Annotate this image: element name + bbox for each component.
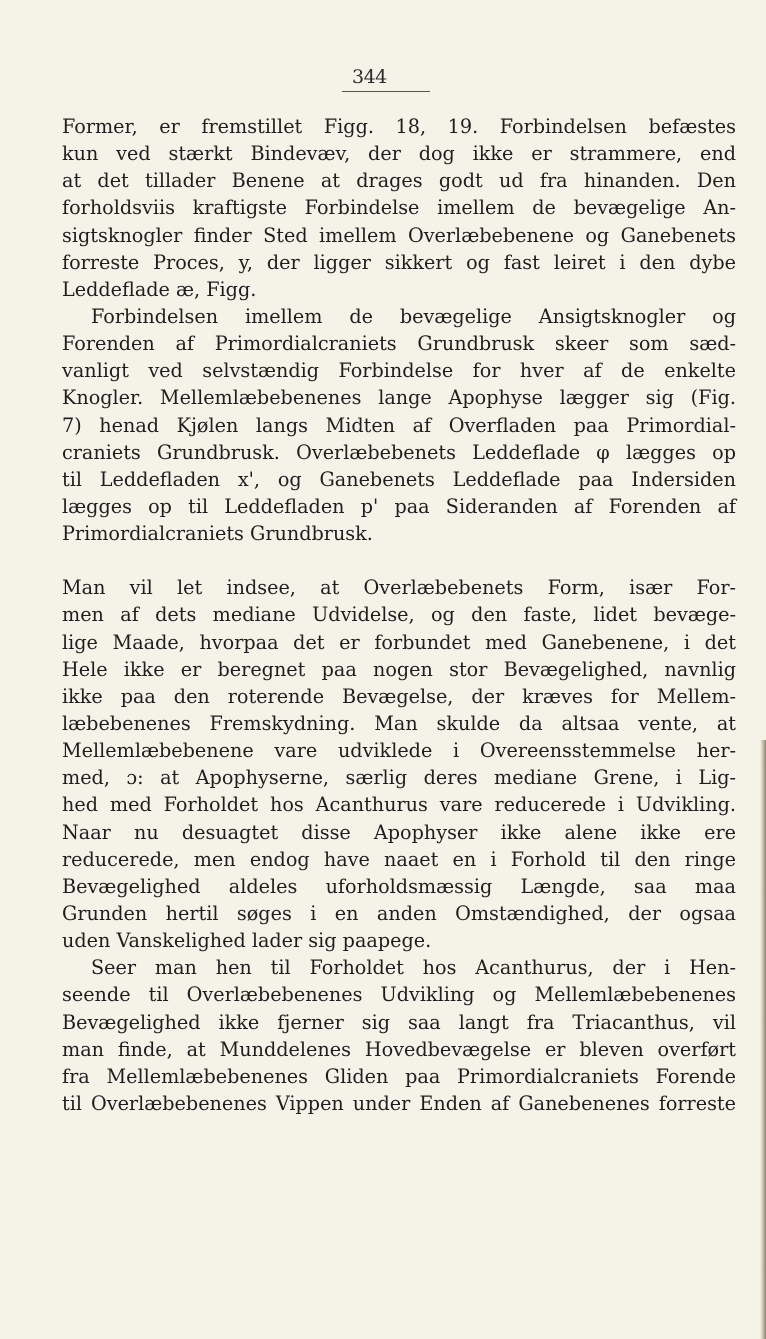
- text-line: Knogler. Mellemlæbebenenes lange Apophyse lægger sig (Fig.: [62, 386, 736, 410]
- text-line: Naar nu desuagtet disse Apophyser ikke alene ikke ere: [62, 820, 736, 844]
- text-line: lægges op til Leddefladen p' paa Sideranden af Forenden af: [62, 494, 736, 518]
- text-line: lige Maade, hvorpaa det er forbundet med Ganebenene, i det: [62, 630, 736, 654]
- text-line: man finde, at Munddelenes Hovedbevægelse er bleven overført: [62, 1037, 736, 1061]
- paragraph: [62, 954, 736, 1117]
- text-line: læbebenenes Fremskydning. Man skulde da altsaa vente, at: [62, 711, 736, 735]
- text-line: Leddeflade æ, Figg.: [62, 277, 257, 301]
- text-line: Former, er fremstillet Figg. 18, 19. Forbindelsen befæstes: [62, 115, 736, 138]
- page-number-rule: [342, 91, 430, 92]
- text-line: til Leddefladen x', og Ganebenets Leddeflade paa Indersiden: [62, 467, 736, 491]
- text-line: vanligt ved selvstændig Forbindelse for hver af de enkelte: [62, 359, 736, 383]
- text-line: Bevægelighed ikke fjerner sig saa langt fra Triacanthus, vil: [62, 1010, 736, 1034]
- page-number: 344: [352, 66, 387, 88]
- text-line: at det tillader Benene at drages godt ud fra hinanden. Den: [62, 169, 736, 193]
- text-line: Seer man hen til Forholdet hos Acanthurus, der i Hen-: [91, 956, 736, 980]
- text-line: fra Mellemlæbebenenes Gliden paa Primordialcraniets Forende: [62, 1064, 736, 1088]
- text-line: til Overlæbebenenes Vippen under Enden af Ganebenenes forreste: [62, 1091, 736, 1115]
- text-line: Forbindelsen imellem de bevægelige Ansigtsknogler og: [91, 304, 736, 328]
- text-line: forreste Proces, y, der ligger sikkert og fast leiret i den dybe: [62, 250, 736, 274]
- text-line: Mellemlæbebenene vare udviklede i Overeensstemmelse her-: [62, 739, 736, 763]
- text-line: uden Vanskelighed lader sig paapege.: [62, 929, 432, 953]
- text-line: Man vil let indsee, at Overlæbebenets Form, især For-: [62, 576, 736, 600]
- text-line: ikke paa den roterende Bevægelse, der kræves for Mellem-: [62, 684, 736, 708]
- paragraph-gap: [62, 547, 736, 574]
- text-line: Hele ikke er beregnet paa nogen stor Bevægelighed, navnlig: [62, 657, 736, 681]
- paragraph: [62, 303, 736, 547]
- text-line: Forenden af Primordialcraniets Grundbrusk skeer som sæd-: [62, 332, 736, 356]
- body-text: [62, 113, 736, 1117]
- text-line: forholdsviis kraftigste Forbindelse imellem de bevægelige An-: [62, 196, 736, 220]
- text-line: seende til Overlæbebenenes Udvikling og Mellemlæbebenenes: [62, 983, 736, 1007]
- paragraph: [62, 113, 736, 303]
- text-line: med, ɔ: at Apophyserne, særlig deres mediane Grene, i Lig-: [62, 766, 736, 790]
- text-line: sigtsknogler finder Sted imellem Overlæbebenene og Ganebenets: [62, 223, 736, 247]
- text-line: Primordialcraniets Grundbrusk.: [62, 522, 373, 546]
- text-line: hed med Forholdet hos Acanthurus vare reducerede i Udvikling.: [62, 793, 736, 817]
- scan-edge-shadow: [760, 740, 766, 1339]
- text-line: craniets Grundbrusk. Overlæbebenets Leddeflade φ lægges op: [62, 440, 736, 464]
- text-line: kun ved stærkt Bindevæv, der dog ikke er strammere, end: [62, 142, 736, 166]
- text-line: men af dets mediane Udvidelse, og den faste, lidet bevæge-: [62, 603, 736, 627]
- text-line: Grunden hertil søges i en anden Omstændighed, der ogsaa: [62, 901, 736, 925]
- paragraph: [62, 574, 736, 954]
- text-line: reducerede, men endog have naaet en i Forhold til den ringe: [62, 847, 736, 871]
- text-line: 7) henad Kjølen langs Midten af Overfladen paa Primordial-: [62, 413, 736, 437]
- text-line: Bevægelighed aldeles uforholdsmæssig Længde, saa maa: [62, 874, 736, 898]
